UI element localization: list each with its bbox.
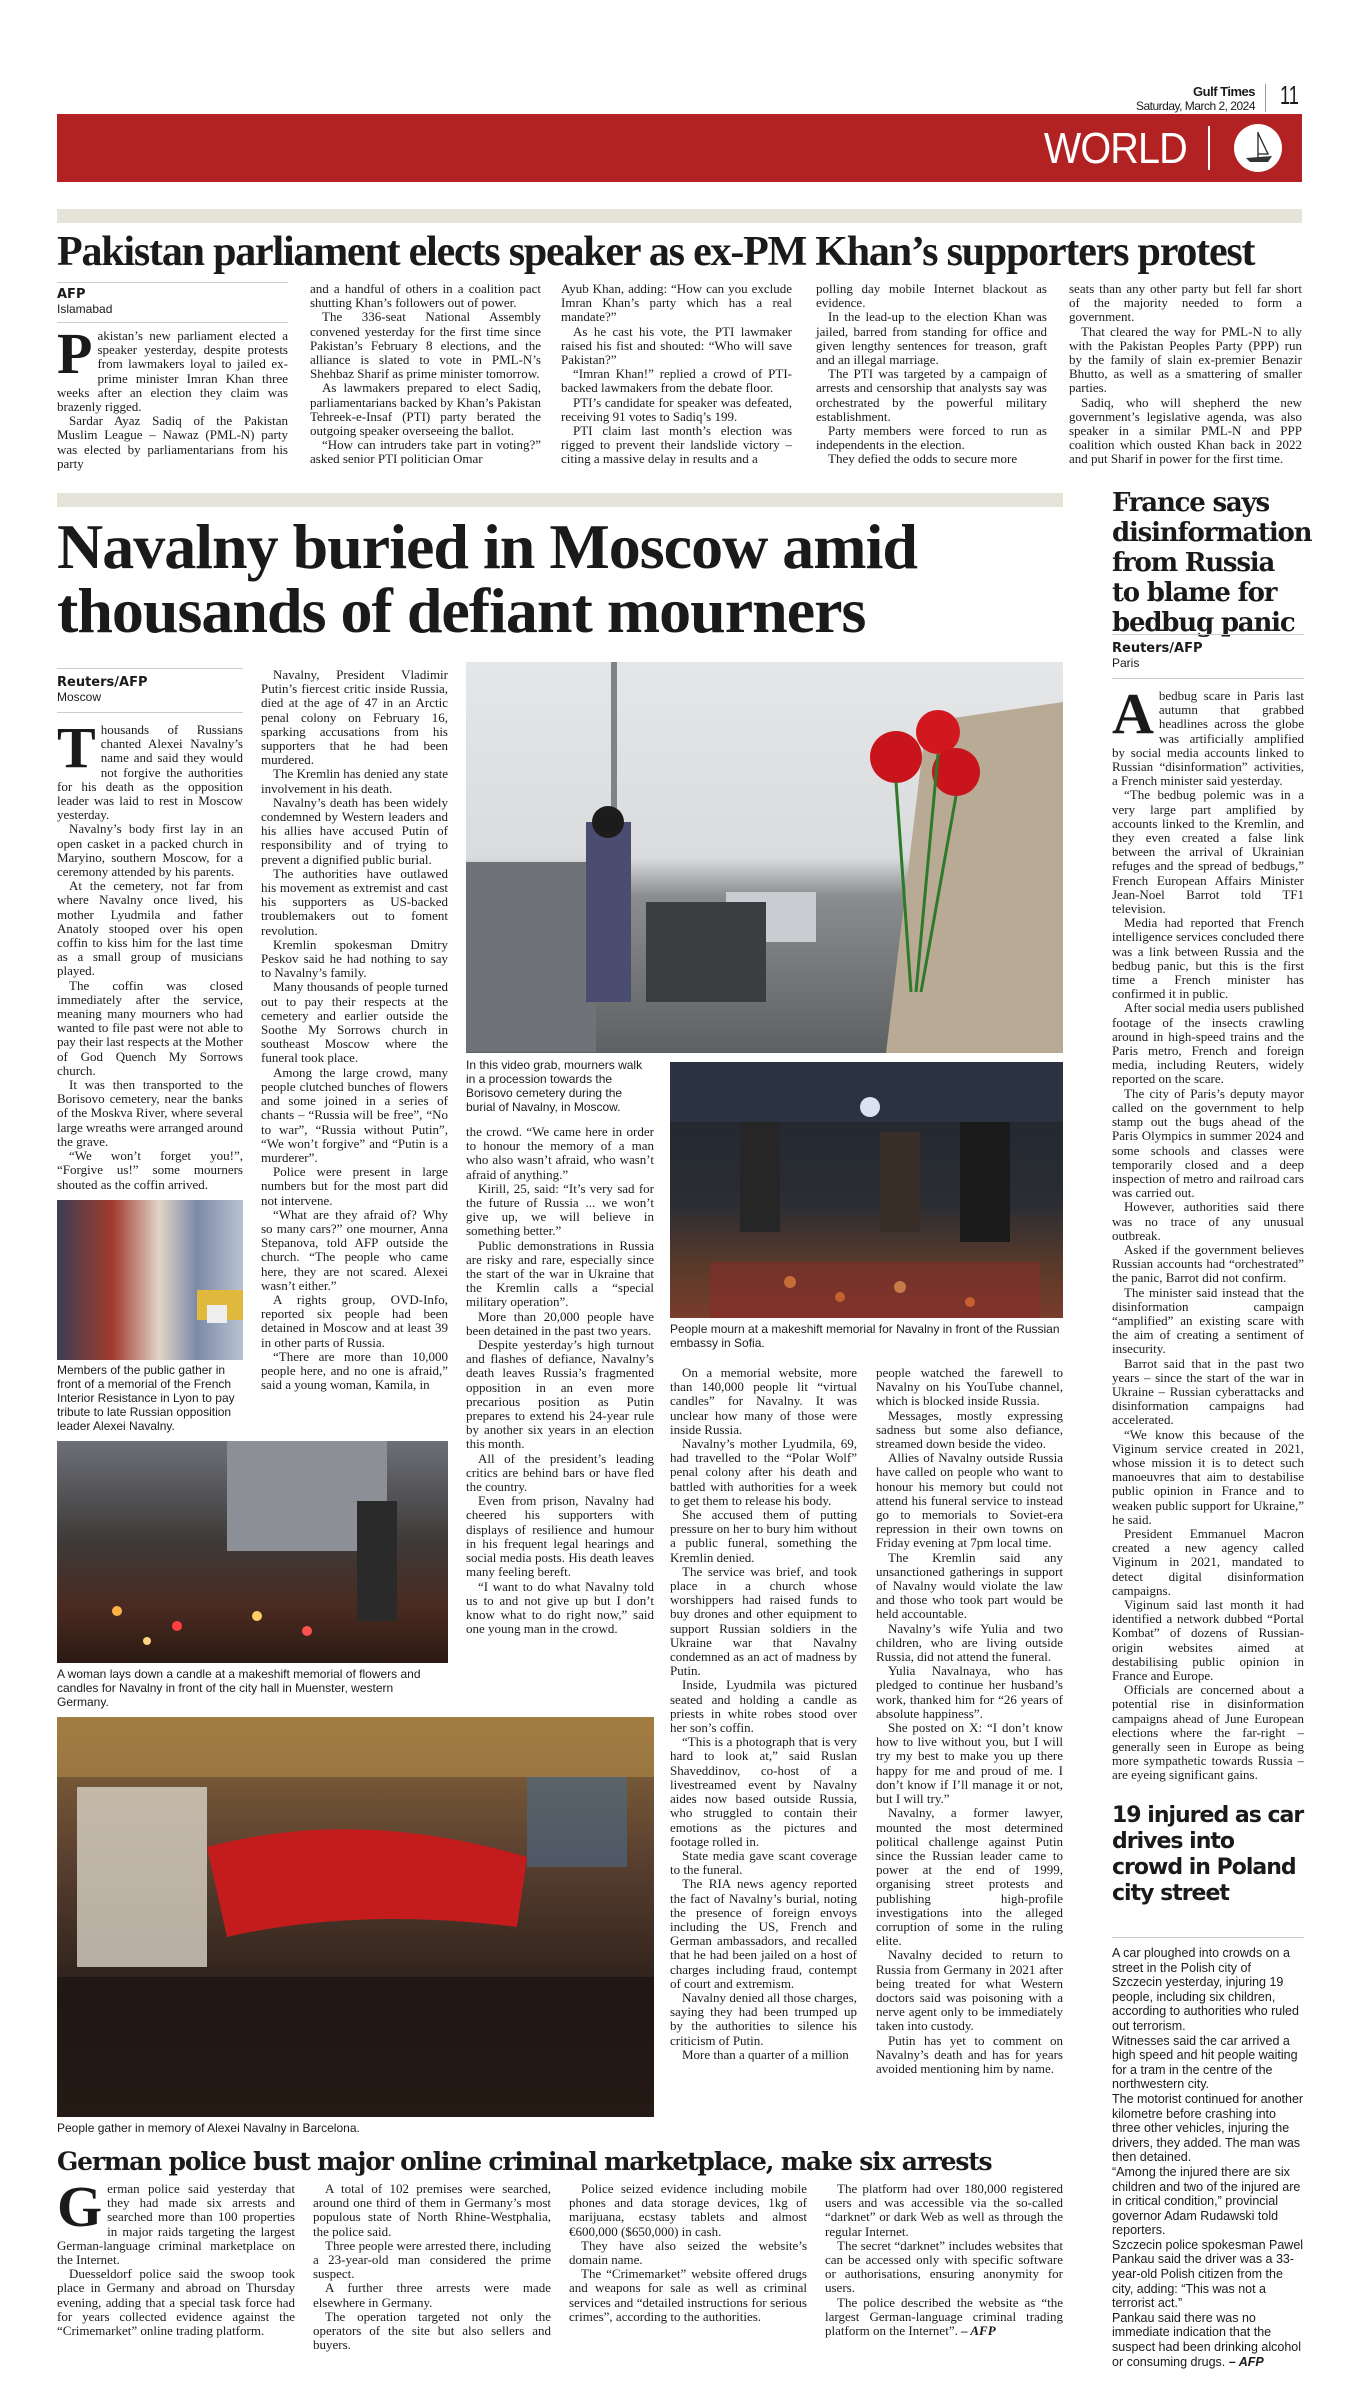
section-title: WORLD	[1044, 124, 1187, 173]
article-paragraph: “We know this because of the Viginum service created in 2021, whose mission it is to detect such manoeuvres that aim to destabilise public opinion in France and to weaken public support for Ukraine,” he said.	[1112, 1426, 1304, 1527]
article-paragraph: Navalny denied all those charges, saying they had been trumped up by the authorities to silence his criticism of Putin.	[670, 1989, 857, 2048]
france-headline: France says disinformation from Russia to blame for bedbug panic	[1112, 488, 1312, 638]
photo-sofia-memorial	[670, 1062, 1063, 1318]
article-paragraph: the crowd. “We came here in order to honour the memory of a man who also wasn’t afraid, who wasn’t afraid of anything.”	[466, 1124, 654, 1182]
article-paragraph: President Emmanuel Macron created a new agency called Viginum in 2021, mandated to detect digital disinformation campaigns.	[1112, 1525, 1304, 1598]
article-paragraph: She accused them of putting pressure on her to bury him without a public funeral, something the Kremlin denied.	[670, 1507, 857, 1565]
photo-muenster-memorial	[57, 1441, 448, 1663]
pakistan-column-2	[310, 282, 541, 467]
article-paragraph: The motorist continued for another kilometre before crashing into three other vehicles, injuring the drivers, they added. The man was then detained.	[1112, 2091, 1304, 2165]
article-paragraph: A car ploughed into crowds on a street in the Polish city of Szczecin yesterday, injuring 19 people, including six children, according to authorities who ruled out terrorism.	[1112, 1946, 1299, 2033]
article-paragraph: Navalny’s death has been widely condemned by Western leaders and his allies have accused Putin of responsibility and of trying to prevent a dignified public burial.	[261, 794, 448, 867]
photo-caption: In this video grab, mourners walk in a procession towards the Borisovo cemetery during the burial of Navalny, in Moscow.	[466, 1058, 643, 1114]
article-paragraph: That cleared the way for PML-N to ally with the Pakistan Peoples Party (PPP) run by the family of slain ex-premier Benazir Bhutto, as well as a smattering of smaller parties.	[1069, 323, 1302, 396]
article-paragraph: Police seized evidence including mobile phones and data storage devices, 1kg of marijuana, ecstasy tablets and almost €600,000 ($650,000) in cash.	[569, 2181, 807, 2239]
article-paragraph: Messages, mostly expressing sadness but some also defiance, streamed down beside the video.	[876, 1407, 1063, 1452]
photo-caption: Members of the public gather in front of a memorial of the French Interior Resistance in Lyon to pay tribute to late Russian opposition leader Alexei Navalny.	[57, 1363, 235, 1433]
germany-column-3	[569, 2182, 807, 2324]
article-paragraph: The city of Paris’s deputy mayor called on the government to help stamp out the bugs ahead of the Paris Olympics in summer 2024 and some schools and classes were temporarily closed and a deep inspection of metro and railroad cars was carried out.	[1112, 1085, 1304, 1201]
article-paragraph: Even from prison, Navalny had cheered his supporters with displays of resilience and humour in his frequent legal hearings and social media posts. His death leaves many feeling bereft.	[466, 1493, 654, 1580]
article-paragraph: Public demonstrations in Russia are risky and rare, especially since the start of the war in Ukraine that the Kremlin calls a “special military operation”.	[466, 1237, 654, 1310]
article-paragraph: and a handful of others in a coalition pact shutting Khan’s followers out of power.	[310, 281, 541, 311]
france-byline	[1112, 634, 1304, 679]
issue-date: Saturday, March 2, 2024	[1135, 99, 1255, 113]
germany-column-4	[825, 2182, 1063, 2338]
navalny-column-3	[466, 1125, 654, 1636]
article-text	[1112, 681, 1304, 1783]
article-paragraph: The coffin was closed immediately after the service, meaning many mourners who had wanted to file past were not able to pay their last respects at the Mother of God Quench My Sorrows church.	[57, 977, 243, 1078]
germany-column-2	[313, 2182, 551, 2352]
article-paragraph: The Kremlin said any unsanctioned gatherings in support of Navalny would violate the law and those who took part would be held accountable.	[876, 1549, 1063, 1622]
paragraph-text: The police described the website as “the largest German-language criminal trading platform on the Internet”.	[825, 2294, 1063, 2339]
article-paragraph: “There are more than 10,000 people here, and no one is afraid,” said a young woman, Kamila, in	[261, 1348, 448, 1393]
article-paragraph: “This is a photograph that is very hard to look at,” said Ruslan Shaveddinov, co-host of a livestreamed event by Navalny aides now based outside Russia, who struggled to contain their emotions as the pictures and footage rolled in.	[670, 1734, 857, 1849]
article-paragraph: As he cast his vote, the PTI lawmaker raised his fist and shouted: “Who will save Pakistan?”	[561, 323, 792, 368]
article-text	[57, 715, 243, 1192]
article-paragraph: The Kremlin has denied any state involvement in his death.	[261, 766, 448, 796]
article-paragraph: Witnesses said the car arrived a high speed and hit people waiting for a tram in the centre of the northwestern city.	[1112, 2033, 1298, 2092]
agency-sign-off: – AFP	[961, 2323, 996, 2339]
article-paragraph: It was then transported to the Borisovo cemetery, near the banks of the Moskva River, where several large wreaths were arranged around the grave.	[57, 1077, 243, 1149]
article-paragraph: The authorities have outlawed his movement as extremist and cast his supporters as US-backed troublemakers out to foment revolution.	[261, 865, 448, 938]
paragraph-text: Pankau said there was no immediate indication that the suspect had been drinking alcohol or consuming drugs.	[1112, 2310, 1302, 2369]
photo-caption: People mourn at a makeshift memorial for Navalny in front of the Russian embassy in Sofia.	[670, 1322, 1060, 1350]
article-paragraph: Duesseldorf police said the swoop took place in Germany and abroad on Thursday evening, adding that a special task force had for years collected evidence against the “Crimemarket” online trading platform.	[57, 2266, 295, 2339]
article-paragraph: Navalny’s body first lay in an open casket in a packed church in Maryino, southern Moscow, for a ceremony attended by his parents.	[57, 821, 243, 880]
article-paragraph: The secret “darknet” includes websites that can be accessed only with specific software or authorisations, ensuring anonymity for users.	[825, 2237, 1063, 2296]
article-paragraph: They defied the odds to secure more	[828, 451, 1018, 467]
germany-headline: German police bust major online criminal marketplace, make six arrests	[57, 2147, 992, 2176]
article-paragraph: A further three arrests were made elsewhere in Germany.	[313, 2280, 551, 2310]
article-paragraph: “Imran Khan!” replied a crowd of PTI-backed lawmakers from the debate floor.	[561, 366, 792, 396]
divider	[1208, 126, 1210, 170]
dhow-icon	[1234, 124, 1282, 172]
article-paragraph: Navalny’s wife Yulia and two children, who are living outside Russia, did not attend the funeral.	[876, 1620, 1063, 1665]
article-paragraph: A total of 102 premises were searched, around one third of them in Germany’s most populous state of North Rhine-Westphalia, the police said.	[313, 2181, 551, 2239]
article-paragraph: Szczecin police spokesman Pawel Pankau said the driver was a 33-year-old Polish citizen from the city, adding: “This was not a terrorist act.”	[1112, 2237, 1304, 2311]
article-paragraph: All of the president’s leading critics are behind bars or have fled the country.	[466, 1450, 654, 1495]
newspaper-name: Gulf Times	[1193, 84, 1255, 99]
article-paragraph: Allies of Navalny outside Russia have called on people who want to honour his memory but could not attend his funeral service to instead go to memorials to Soviet-era repression in their own towns on Friday evening at 7pm local time.	[876, 1450, 1063, 1551]
article-paragraph: A rights group, OVD-Info, reported six people had been detained in Moscow and at least 39 in other parts of Russia.	[261, 1291, 448, 1350]
navalny-column-5	[876, 1366, 1063, 2076]
byline-dateline: Moscow	[57, 690, 102, 704]
article-paragraph: Navalny’s mother Lyudmila, 69, had travelled to the “Polar Wolf” penal colony after his death and battled with authorities for a week to get them to release his body.	[670, 1436, 857, 1508]
article-paragraph: people watched the farewell to Navalny on his YouTube channel, which is blocked inside Russia.	[876, 1365, 1063, 1409]
article-paragraph: Asked if the government believes Russian accounts had “orchestrated” the panic, Barrot did not confirm.	[1112, 1241, 1304, 1286]
section-rule	[57, 493, 1063, 507]
article-paragraph: On a memorial website, more than 140,000 people lit “virtual candles” for Navalny. It was unclear how many of those were inside Russia.	[670, 1365, 857, 1437]
article-paragraph: The service was brief, and took place in a church whose worshippers had raised funds to buy drones and other equipment to support Russian soldiers in the Ukraine war that Navalny condemned as an act of madness by Putin.	[670, 1563, 857, 1679]
article-paragraph: More than a quarter of a million	[682, 2046, 849, 2062]
article-paragraph: Sardar Ayaz Sadiq of the Pakistan Muslim League – Nawaz (PML-N) party was elected by parliamentarians from his party	[57, 413, 288, 471]
article-text	[825, 2182, 1063, 2296]
article-paragraph: Many thousands of people turned out to pay their respects at the cemetery and earlier outside the Soothe My Sorrows church in southeast Moscow where the funeral took place.	[261, 979, 448, 1066]
article-paragraph: Thousands of Russians chanted Alexei Navalny’s name and said they would not forgive the authorities for his death as the opposition leader was laid to rest in Moscow yesterday.	[57, 715, 243, 823]
article-paragraph: PTI claim last month’s election was rigged to prevent their landslide victory – citing a massive delay in results and a	[561, 423, 792, 467]
article-paragraph: “I want to do what Navalny told us to and not give up but I don’t know what to do right now,” said one young man in the crowd.	[466, 1578, 654, 1637]
navalny-column-1	[57, 668, 243, 1192]
article-paragraph: The platform had over 180,000 registered users and was accessible via the so-called “darknet” or dark Web as well as through the regular Internet.	[825, 2181, 1063, 2239]
pakistan-column-3	[561, 282, 792, 467]
article-paragraph: More than 20,000 people have been detained in the past two years.	[466, 1308, 654, 1338]
article-paragraph: The 336-seat National Assembly convened yesterday for the first time since Pakistan’s February 8 elections, and the alliance is slated to vote in PML-N’s Shehbaz Sharif as prime minister tomorrow.	[310, 309, 541, 382]
photo-caption: A woman lays down a candle at a makeshift memorial of flowers and candles for Navalny in front of the city hall in Muenster, western Germany.	[57, 1667, 421, 1709]
article-paragraph: German police said yesterday that they had made six arrests and searched more than 100 properties in major raids targeting the largest German-language criminal marketplace on the Internet.	[57, 2174, 295, 2268]
article-paragraph: “We won’t forget you!”, “Forgive us!” some mourners shouted as the coffin arrived.	[57, 1148, 243, 1192]
page-number: 11	[1280, 80, 1299, 110]
article-paragraph: “What are they afraid of? Why so many cars?” one mourner, Anna Stepanova, told AFP outside the church. “The people who came here, they are not scared. Alexei wasn’t either.”	[261, 1206, 448, 1293]
article-paragraph	[1112, 2311, 1304, 2369]
photo-moscow-procession	[466, 662, 1063, 1053]
byline-dateline: Paris	[1112, 656, 1140, 670]
section-banner	[57, 114, 1302, 182]
article-paragraph: However, authorities said there was no trace of any unusual outbreak.	[1112, 1199, 1304, 1243]
article-paragraph: Media had reported that French intelligence services concluded there was a link between Russia and the bedbug panic, but this is the first time a French minister has confirmed it in public.	[1112, 915, 1304, 1002]
article-paragraph: At the cemetery, not far from where Navalny once lived, his mother Lyudmila and father Anatoly stooped over his open coffin to kiss him for the last time as a small group of musicians played.	[57, 878, 243, 979]
pakistan-byline	[57, 282, 288, 323]
pakistan-headline: Pakistan parliament elects speaker as ex-PM Khan’s supporters protest	[57, 229, 1255, 275]
germany-column-1	[57, 2174, 295, 2339]
article-paragraph: The minister said instead that the disinformation campaign “amplified” an existing scare with the aim of creating a sentiment of insecurity.	[1112, 1284, 1304, 1357]
article-paragraph: Viginum said last month it had identified a network dubbed “Portal Kombat” of dozens of Russian-origin websites aimed at destabilising public opinion in France and Europe.	[1112, 1597, 1304, 1684]
photo-caption: People gather in memory of Alexei Navalny in Barcelona.	[57, 2121, 360, 2135]
article-paragraph: Ayub Khan, adding: “How can you exclude Imran Khan’s party which has a real mandate?”	[561, 281, 792, 325]
france-article	[1112, 634, 1304, 1783]
article-paragraph: Kremlin spokesman Dmitry Peskov said he had nothing to say to Navalny’s family.	[261, 936, 448, 981]
navalny-byline	[57, 668, 243, 713]
pakistan-column-4	[816, 282, 1047, 467]
article-paragraph: As lawmakers prepared to elect Sadiq, parliamentarians backed by Khan’s Pakistan Tehreek-e-Insaf (PTI) party berated the outgoing speaker overseeing the ballot.	[310, 380, 541, 439]
article-paragraph: Pakistan’s new parliament elected a speaker yesterday, despite protests from lawmakers loyal to jailed ex-prime minister Imran Khan three weeks after an election they claim was brazenly rigged.	[57, 321, 288, 415]
article-paragraph: State media gave scant coverage to the funeral.	[670, 1847, 857, 1878]
article-paragraph: Abedbug scare in Paris last autumn that grabbed headlines across the globe was artificially amplified by social media accounts linked to Russian “disinformation” activities, a French minister said yesterday.	[1112, 681, 1304, 789]
photo-lyon-memorial	[57, 1200, 243, 1360]
article-paragraph: Party members were forced to run as independents in the election.	[816, 423, 1047, 453]
article-paragraph: Navalny decided to return to Russia from Germany in 2021 after being treated for what Western doctors said was poisoning with a nerve agent only to be immediately taken into custody.	[876, 1947, 1063, 2034]
article-paragraph: The RIA news agency reported the fact of Navalny’s burial, noting the presence of foreign envoys including the US, French and German ambassadors, and recalled that he had been jailed on a host of charges including fraud, contempt of court and extremism.	[670, 1876, 857, 1991]
navalny-headline: Navalny buried in Moscow amid thousands of defiant mourners	[57, 511, 917, 646]
byline-agency: Reuters/AFP	[57, 675, 148, 690]
article-paragraph: In the lead-up to the election Khan was jailed, barred from standing for office and given lengthy sentences for treason, graft and an illegal marriage.	[816, 309, 1047, 368]
article-paragraph: The operation targeted not only the operators of the site but also sellers and buyers.	[313, 2308, 551, 2353]
article-paragraph: “Among the injured there are six children and two of the injured are in critical condition,” provincial governor Adam Rudawski told reporters.	[1112, 2164, 1301, 2238]
article-paragraph: They have also seized the website’s domain name.	[569, 2237, 807, 2268]
article-paragraph: Navalny, President Vladimir Putin’s fiercest critic inside Russia, died at the age of 47 in an Arctic penal colony on February 16, sparking accusations from his supporters that he had been murdered.	[261, 667, 448, 768]
divider	[1265, 84, 1266, 112]
article-paragraph: She posted on X: “I don’t know how to live without you, but I will try my best to make you up there happy for me and proud of me. I don’t know if I’ll manage it or not, but I will try.”	[876, 1720, 1063, 1807]
article-paragraph: “How can intruders take part in voting?” asked senior PTI politician Omar	[310, 437, 541, 467]
article-paragraph: PTI’s candidate for speaker was defeated, receiving 91 votes to Sadiq’s 199.	[561, 394, 792, 424]
article-paragraph: Inside, Lyudmila was pictured seated and holding a candle as priests in white robes stood over her son’s coffin.	[670, 1677, 857, 1736]
byline-agency: Reuters/AFP	[1112, 641, 1203, 656]
article-paragraph: Three people were arrested there, including a 23-year-old man considered the prime suspect.	[313, 2237, 551, 2282]
poland-article	[1112, 1946, 1304, 2369]
article-paragraph: “The bedbug polemic was in a very large part amplified by accounts linked to the Kremlin, and they even created a false link between the arrival of Ukrainian refuges and the spread of bedbugs,” French European Affairs Minister Jean-Noel Barrot told TF1 television.	[1112, 787, 1304, 917]
article-paragraph: Officials are concerned about a potential rise in disinformation campaigns ahead of June European elections where the far-right – generally seen in Europe as being more sympathetic towards Russia – are eyeing significant gains.	[1112, 1682, 1304, 1783]
article-paragraph: The PTI was targeted by a campaign of arrests and censorship that analysts say was orchestrated by the powerful military establishment.	[816, 366, 1047, 424]
article-paragraph: Police were present in large numbers but for the most part did not intervene.	[261, 1164, 448, 1208]
article-text	[1112, 1946, 1304, 2311]
article-paragraph: seats than any other party but fell far short of the majority needed to form a government.	[1069, 281, 1302, 325]
article-paragraph: The “Crimemarket” website offered drugs and weapons for sale as well as criminal services and “detailed instructions for serious crimes”, according to the authorities.	[569, 2266, 807, 2324]
article-paragraph: After social media users published footage of the insects crawling around in high-speed trains and the Paris metro, French and foreign media, including Reuters, widely reported on the scare.	[1112, 1000, 1304, 1087]
byline-dateline: Islamabad	[57, 302, 113, 316]
article-paragraph: Barrot said that in the past two years – since the start of the war in Ukraine – Russian cyberattacks and disinformation campaigns had accelerated.	[1112, 1355, 1304, 1428]
photo-barcelona-gathering	[57, 1717, 654, 2117]
pakistan-column-1	[57, 282, 288, 471]
navalny-column-4	[670, 1366, 857, 2062]
article-paragraph: Putin has yet to comment on Navalny’s death and has for years avoided mentioning him by name.	[876, 2032, 1063, 2076]
article-paragraph: Navalny, a former lawyer, mounted the most determined political challenge against Putin since the Russian leader came to power at the end of 1999, organising street protests and publishing high-profile investigations into the alleged corruption of some in the ruling elite.	[876, 1805, 1063, 1949]
agency-sign-off: – AFP	[1228, 2354, 1264, 2369]
article-paragraph: Sadiq, who will shepherd the new government’s legislative agenda, was also speaker in a similar PML-N and PPP coalition which ousted Khan back in 2022 and put Sharif in power for the first time.	[1069, 394, 1302, 467]
article-paragraph: Kirill, 25, said: “It’s very sad for the future of Russia ... we won’t give up, we will believe in something better.”	[466, 1180, 654, 1239]
article-paragraph: Despite yesterday’s high turnout and flashes of defiance, Navalny’s death leaves Russia’s fragmented opposition in an even more precarious position as Putin prepares to extend his 24-year rule by another six years in an election this month.	[466, 1337, 654, 1452]
byline-agency: AFP	[57, 287, 86, 302]
article-text	[57, 321, 288, 471]
poland-headline: 19 injured as car drives into crowd in Poland city street	[1112, 1803, 1304, 1938]
article-paragraph	[825, 2296, 1063, 2339]
article-paragraph: polling day mobile Internet blackout as evidence.	[816, 281, 1047, 311]
navalny-column-2	[261, 668, 448, 1392]
section-rule	[57, 209, 1302, 223]
article-paragraph: Yulia Navalnaya, who has pledged to continue her husband’s work, thanked him for “26 years of absolute happiness”.	[876, 1663, 1063, 1721]
article-paragraph: Among the large crowd, many people clutched bunches of flowers and some joined in a series of chants – “Russia will be free”, “No to war”, “Russia without Putin”, “We won’t forgive” and “Putin is a murderer”.	[261, 1064, 448, 1165]
pakistan-column-5	[1069, 282, 1302, 467]
